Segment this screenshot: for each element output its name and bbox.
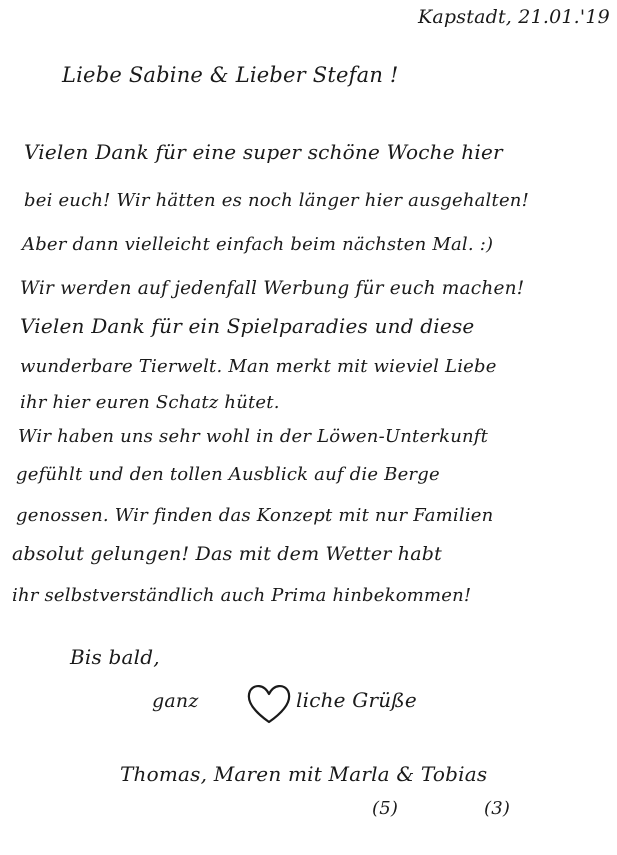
heart-icon (246, 682, 292, 726)
body-line-8: Wir haben uns sehr wohl in der Löwen-Unterkunft (18, 426, 489, 447)
body-line-4: Wir werden auf jedenfall Werbung für euch machen! (20, 278, 525, 299)
closing-ganz: ganz (152, 690, 199, 712)
age-marla: (5) (372, 798, 399, 819)
signature-names: Thomas, Maren mit Marla & Tobias (120, 762, 488, 786)
closing-bis-bald: Bis bald, (70, 645, 160, 669)
body-line-2: bei euch! Wir hätten es noch länger hier ausgehalten! (24, 190, 530, 211)
body-line-9: gefühlt und den tollen Ausblick auf die Berge (16, 464, 440, 485)
body-line-5: Vielen Dank für ein Spielparadies und diese (20, 314, 475, 338)
body-line-1: Vielen Dank für eine super schöne Woche hier (24, 140, 503, 164)
body-line-10: genossen. Wir finden das Konzept mit nur Familien (16, 505, 494, 526)
body-line-7: ihr hier euren Schatz hütet. (20, 392, 280, 413)
closing-liche-gruesse: liche Grüße (296, 688, 417, 712)
place-date: Kapstadt, 21.01.'19 (418, 6, 610, 28)
age-tobias: (3) (484, 798, 511, 819)
body-line-11: absolut gelungen! Das mit dem Wetter habt (12, 543, 442, 565)
body-line-3: Aber dann vielleicht einfach beim nächsten Mal. :) (22, 234, 494, 255)
body-line-12: ihr selbstverständlich auch Prima hinbekommen! (12, 585, 472, 606)
body-line-6: wunderbare Tierwelt. Man merkt mit wieviel Liebe (20, 356, 497, 377)
salutation: Liebe Sabine & Lieber Stefan ! (62, 63, 399, 87)
